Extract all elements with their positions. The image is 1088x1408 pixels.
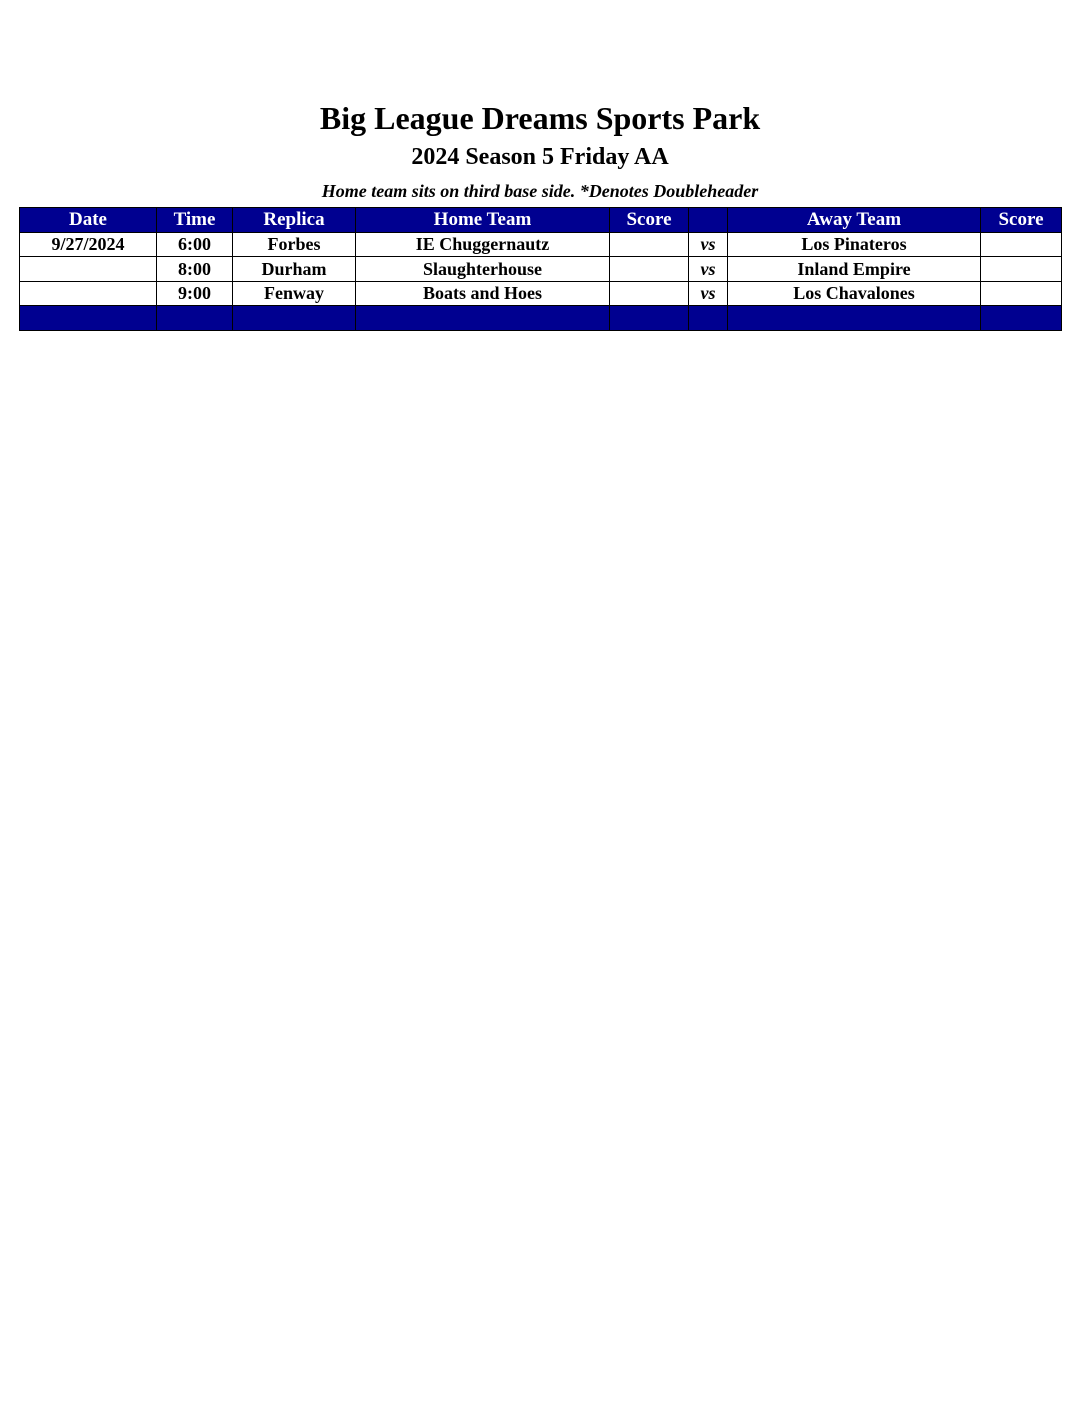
column-header-date: Date bbox=[20, 208, 157, 233]
cell-replica: Fenway bbox=[233, 281, 356, 306]
table-row bbox=[20, 257, 1062, 282]
cell-vs: vs bbox=[689, 281, 728, 306]
cell-date: 9/27/2024 bbox=[20, 232, 157, 257]
cell-away-score bbox=[981, 232, 1062, 257]
schedule-table bbox=[19, 207, 1062, 331]
table-row bbox=[20, 232, 1062, 257]
cell-away-score bbox=[981, 257, 1062, 282]
cell-home-score bbox=[610, 281, 689, 306]
cell-home-score bbox=[610, 232, 689, 257]
cell-home-team: IE Chuggernautz bbox=[356, 232, 610, 257]
table-footer-row bbox=[20, 306, 1062, 331]
footer-cell bbox=[233, 306, 356, 331]
cell-away-team: Los Chavalones bbox=[728, 281, 981, 306]
footer-cell bbox=[689, 306, 728, 331]
cell-replica: Forbes bbox=[233, 232, 356, 257]
footer-cell bbox=[728, 306, 981, 331]
footer-cell bbox=[356, 306, 610, 331]
column-header-time: Time bbox=[157, 208, 233, 233]
page-subtitle: 2024 Season 5 Friday AA bbox=[411, 144, 669, 170]
cell-home-team: Slaughterhouse bbox=[356, 257, 610, 282]
column-header-vs bbox=[689, 208, 728, 233]
column-header-home-score: Score bbox=[610, 208, 689, 233]
column-header-away-score: Score bbox=[981, 208, 1062, 233]
schedule-note: Home team sits on third base side. *Denotes Doubleheader bbox=[321, 181, 759, 201]
column-header-away-team: Away Team bbox=[728, 208, 981, 233]
cell-vs: vs bbox=[689, 232, 728, 257]
cell-time: 6:00 bbox=[157, 232, 233, 257]
table-row bbox=[20, 281, 1062, 306]
cell-home-score bbox=[610, 257, 689, 282]
footer-cell bbox=[610, 306, 689, 331]
cell-time: 8:00 bbox=[157, 257, 233, 282]
cell-date bbox=[20, 281, 157, 306]
cell-home-team: Boats and Hoes bbox=[356, 281, 610, 306]
table-header-row bbox=[20, 208, 1062, 233]
footer-cell bbox=[157, 306, 233, 331]
cell-replica: Durham bbox=[233, 257, 356, 282]
column-header-replica: Replica bbox=[233, 208, 356, 233]
cell-away-team: Inland Empire bbox=[728, 257, 981, 282]
column-header-home-team: Home Team bbox=[356, 208, 610, 233]
footer-cell bbox=[20, 306, 157, 331]
cell-date bbox=[20, 257, 157, 282]
cell-away-score bbox=[981, 281, 1062, 306]
cell-away-team: Los Pinateros bbox=[728, 232, 981, 257]
footer-cell bbox=[981, 306, 1062, 331]
cell-time: 9:00 bbox=[157, 281, 233, 306]
cell-vs: vs bbox=[689, 257, 728, 282]
page-title: Big League Dreams Sports Park bbox=[319, 100, 761, 136]
